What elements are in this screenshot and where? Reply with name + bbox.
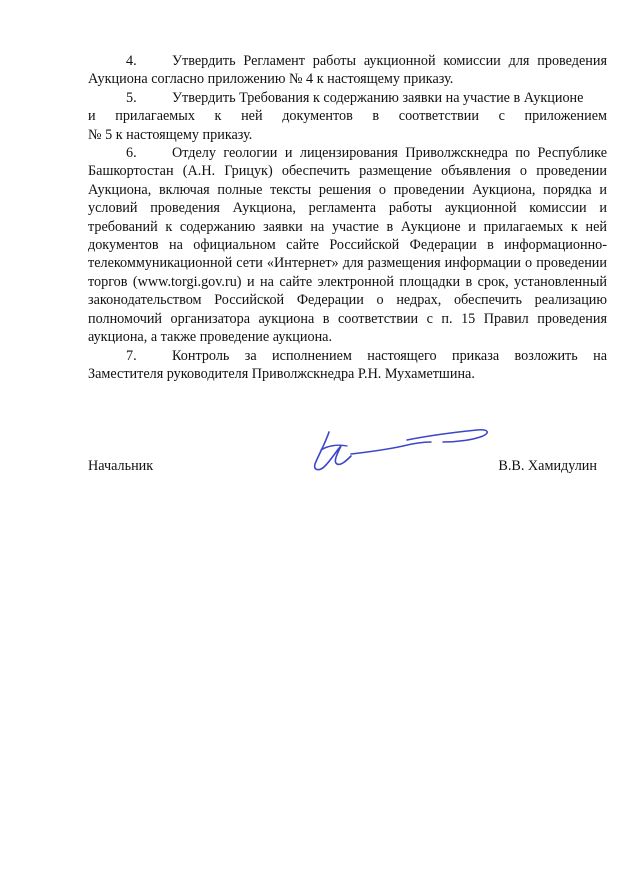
order-item-4 bbox=[88, 52, 607, 89]
item-number: 5. bbox=[126, 89, 137, 106]
item-text-line-1: Утвердить Требования к содержанию заявки на участие в Аукционе bbox=[172, 89, 584, 106]
signer-title: Начальник bbox=[88, 458, 154, 474]
order-text bbox=[88, 52, 607, 383]
item-text-line-2: и прилагаемых к ней документов в соответствии с приложением bbox=[88, 108, 607, 125]
item-number: 6. bbox=[126, 145, 137, 162]
signer-name: В.В. Хамидулин bbox=[498, 458, 597, 474]
order-item-7 bbox=[88, 347, 607, 384]
order-item-6 bbox=[88, 144, 607, 346]
item-text-line-3: № 5 к настоящему приказу. bbox=[88, 126, 253, 143]
item-number: 4. bbox=[126, 53, 137, 69]
item-text: Утвердить Регламент работы аукционной комиссии для проведения Аукциона согласно приложению № 4 к настоящему приказу. bbox=[88, 53, 607, 88]
item-text: Контроль за исполнением настоящего приказа возложить на Заместителя руководителя Приволжскнедра Р.Н. Мухаметшина. bbox=[88, 347, 607, 382]
signature-block bbox=[88, 456, 607, 480]
order-item-5 bbox=[88, 89, 607, 144]
item-number: 7. bbox=[126, 347, 137, 364]
item-text: Отделу геологии и лицензирования Приволжскнедра по Республике Башкортостан (А.Н. Грицук) обеспечить размещение объявления о проведении Аукциона, включая полные тексты решения о проведении Аукциона, порядка и условий проведения Аукциона, регламента работы аукционной комиссии и требований к содержанию заявки на участие в Аукционе и прилагаемых к ней документов на официальном сайте Российской Федерации в информационно-телекоммуникационной сети «Интернет» для размещения информации о проведении торгов (www.torgi.gov.ru) и на сайте электронной площадки в срок, установленный законодательством Российской Федерации о недрах, обеспечить реализацию полномочий организатора аукциона в соответствии с п. 15 Правил проведения аукциона, а также проведение аукциона. bbox=[88, 145, 607, 346]
